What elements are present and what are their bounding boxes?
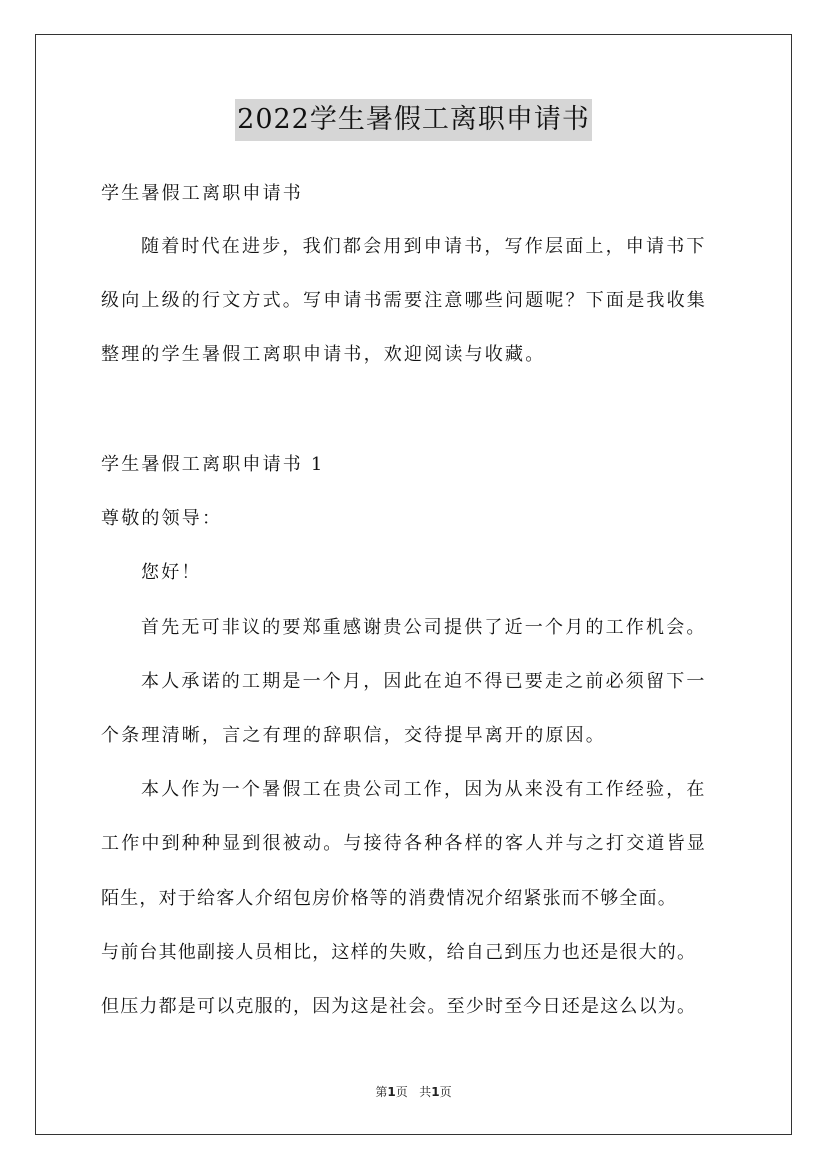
body-paragraph-1-line-1: 首先无可非议的要郑重感谢贵公司提供了近一个月的工作机会。 bbox=[141, 617, 707, 638]
footer-page-number: 1 bbox=[387, 1085, 396, 1099]
body-paragraph-3-line-2: 工作中到种种显到很被动。与接待各种各样的客人并与之打交道皆显 bbox=[101, 833, 707, 854]
body-paragraph-2-line-1: 本人承诺的工期是一个月，因此在迫不得已要走之前必须留下一 bbox=[141, 671, 707, 692]
footer-total-prefix: 共 bbox=[419, 1085, 432, 1099]
footer-page-suffix: 页 bbox=[395, 1085, 408, 1099]
body-paragraph-3-line-4: 与前台其他副接人员相比，这样的失败，给自己到压力也还是很大的。 bbox=[101, 942, 697, 963]
section-heading-intro: 学生暑假工离职申请书 bbox=[101, 183, 303, 204]
body-paragraph-2-line-2: 个条理清晰，言之有理的辞职信，交待提早离开的原因。 bbox=[101, 725, 606, 746]
section-heading-letter-1: 学生暑假工离职申请书 1 bbox=[101, 454, 325, 475]
body-paragraph-3-line-3: 陌生，对于给客人介绍包房价格等的消费情况介绍紧张而不够全面。 bbox=[101, 888, 677, 909]
footer-page-prefix: 第 bbox=[375, 1085, 388, 1099]
footer-total-suffix: 页 bbox=[439, 1085, 452, 1099]
intro-paragraph-line-2: 级向上级的行文方式。写申请书需要注意哪些问题呢？下面是我收集 bbox=[101, 290, 707, 311]
intro-paragraph-line-3: 整理的学生暑假工离职申请书，欢迎阅读与收藏。 bbox=[101, 344, 546, 365]
body-paragraph-3-line-5: 但压力都是可以克服的，因为这是社会。至少时至今日还是这么以为。 bbox=[101, 996, 697, 1017]
body-paragraph-3-line-1: 本人作为一个暑假工在贵公司工作，因为从来没有工作经验，在 bbox=[141, 779, 707, 800]
footer-total-pages: 1 bbox=[431, 1085, 440, 1099]
salutation: 尊敬的领导： bbox=[101, 508, 223, 529]
page-footer bbox=[0, 1084, 827, 1100]
document-title bbox=[0, 98, 827, 141]
intro-paragraph-line-1: 随着时代在进步，我们都会用到申请书，写作层面上，申请书下 bbox=[141, 236, 707, 257]
document-title-text: 2022学生暑假工离职申请书 bbox=[235, 99, 592, 141]
greeting: 您好！ bbox=[141, 562, 202, 583]
